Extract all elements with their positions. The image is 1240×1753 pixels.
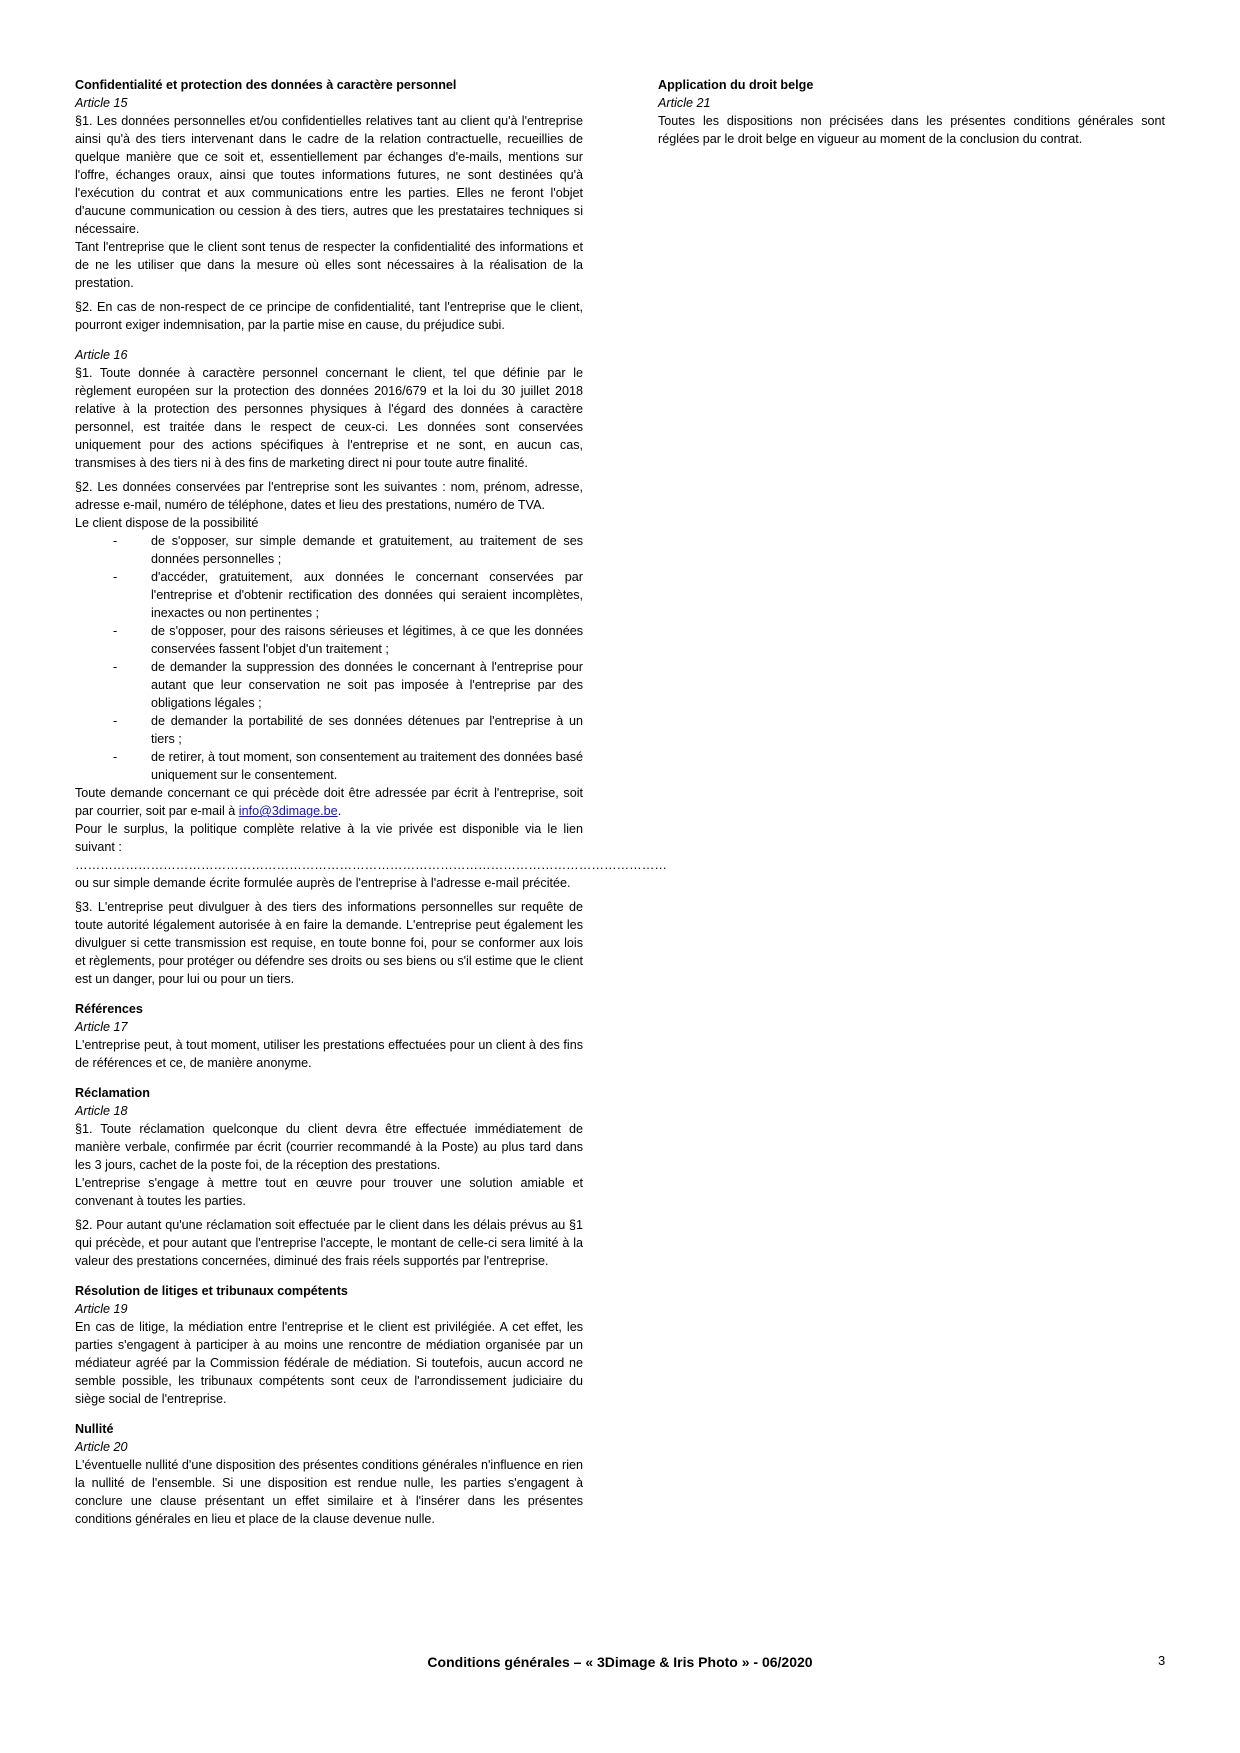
list-item (75, 622, 583, 658)
paragraph (75, 784, 583, 820)
section-heading: Références (75, 1002, 143, 1016)
section-heading: Réclamation (75, 1086, 150, 1100)
article-label: Article 21 (658, 96, 711, 110)
list-item (75, 568, 583, 622)
article-label: Article 18 (75, 1104, 128, 1118)
list-item (75, 658, 583, 712)
section-article-16 (75, 346, 667, 988)
paragraph: Le client dispose de la possibilité (75, 516, 259, 530)
article-label: Article 15 (75, 96, 128, 110)
bullet-dash: - (113, 534, 118, 548)
section-article-15 (75, 76, 583, 334)
article-label: Article 16 (75, 348, 128, 362)
paragraph: §2. En cas de non-respect de ce principe de confidentialité, tant l'entreprise que le client, pourront exiger indemnisation, par la partie mise en cause, du préjudice subi. (75, 300, 583, 332)
paragraph: §3. L'entreprise peut divulguer à des tiers des informations personnelles sur requête de toute autorité légalement autorisée à en faire la demande. L'entreprise peut également les divulguer si cette transmission est requise, en toute bonne foi, pour se conformer aux lois et règlements, pour protéger ou défendre ses droits ou ses biens ou s'il estime que le client est un danger, pour lui ou pour un tiers. (75, 900, 583, 986)
section-article-19 (75, 1282, 583, 1408)
paragraph: En cas de litige, la médiation entre l'entreprise et le client est privilégiée. A cet effet, les parties s'engagent à participer à au moins une rencontre de médiation organisée par un médiateur agréé par la Commission fédérale de médiation. Si toutefois, aucun accord ne semble possible, les tribunaux compétents sont ceux de l'arrondissement judiciaire du siège social de l'entreprise. (75, 1320, 583, 1406)
paragraph: §1. Toute réclamation quelconque du client devra être effectuée immédiatement de manière verbale, confirmée par écrit (courrier recommandé à la Poste) au plus tard dans les 3 jours, cachet de la poste foi, de la réception des prestations. (75, 1122, 583, 1172)
list-item-text: de demander la portabilité de ses données détenues par l'entreprise à un tiers ; (151, 714, 583, 746)
right-column (658, 76, 1165, 160)
paragraph-text: Toute demande concernant ce qui précède doit être adressée par écrit à l'entreprise, soit par courrier, soit par e-mail à (75, 786, 583, 818)
paragraph: L'éventuelle nullité d'une disposition des présentes conditions générales n'influence en rien la nullité de l'ensemble. Si une disposition est rendue nulle, les parties s'engagent à conclure une clause présentant un effet similaire et à l'insérer dans les présentes conditions générales en lieu et place de la clause devenue nulle. (75, 1458, 583, 1526)
page-number: 3 (1158, 1653, 1166, 1668)
list-item-text: de s'opposer, pour des raisons sérieuses et légitimes, à ce que les données conservées fassent l'objet d'un traitement ; (151, 624, 583, 656)
paragraph: Tant l'entreprise que le client sont tenus de respecter la confidentialité des informations et de ne les utiliser que dans la mesure où elles sont nécessaires à la réalisation de la prestation. (75, 240, 583, 290)
article-label: Article 20 (75, 1440, 128, 1454)
list-item-text: de s'opposer, sur simple demande et gratuitement, au traitement de ses données personnelles ; (151, 534, 583, 566)
list-item-text: d'accéder, gratuitement, aux données le concernant conservées par l'entreprise et d'obtenir rectification des données qui seraient incomplètes, inexactes ou non pertinentes ; (151, 570, 583, 620)
list-item (75, 532, 583, 568)
article-label: Article 19 (75, 1302, 128, 1316)
section-article-20 (75, 1420, 583, 1528)
paragraph: L'entreprise s'engage à mettre tout en œuvre pour trouver une solution amiable et convenant à toutes les parties. (75, 1176, 583, 1208)
section-heading: Application du droit belge (658, 78, 814, 92)
paragraph: §2. Pour autant qu'une réclamation soit effectuée par le client dans les délais prévus au §1 qui précède, et pour autant que l'entreprise l'accepte, le montant de celle-ci sera limité à la valeur des prestations concernées, diminué des frais réels supportés par l'entreprise. (75, 1218, 583, 1268)
bullet-dash: - (113, 570, 118, 584)
left-column (75, 76, 667, 1540)
section-article-21 (658, 76, 1165, 148)
paragraph: Pour le surplus, la politique complète relative à la vie privée est disponible via le lien suivant : (75, 822, 583, 854)
bullet-dash: - (113, 624, 118, 638)
bullet-dash: - (113, 714, 118, 728)
paragraph-text: . (337, 804, 342, 818)
section-heading: Nullité (75, 1422, 114, 1436)
paragraph: ou sur simple demande écrite formulée auprès de l'entreprise à l'adresse e-mail précitée. (75, 876, 571, 890)
list-item-text: de demander la suppression des données le concernant à l'entreprise pour autant que leur conservation ne soit pas imposée à l'entreprise par des obligations légales ; (151, 660, 583, 710)
rights-list (75, 532, 583, 784)
paragraph: L'entreprise peut, à tout moment, utiliser les prestations effectuées pour un client à des fins de références et ce, de manière anonyme. (75, 1038, 583, 1070)
paragraph: §1. Les données personnelles et/ou confidentielles relatives tant au client qu'à l'entreprise ainsi qu'à des tiers intervenant dans le cadre de la relation contractuelle, recueillies de quelque manière que ce soit et, essentiellement par échanges d'e-mails, mentions sur l'offre, échanges oraux, ainsi que toutes informations futures, ne sont destinées qu'à l'exécution du contrat et aux communications entre les parties. Elles ne feront l'objet d'aucune communication ou cession à des tiers, autres que les prestataires techniques si nécessaire. (75, 114, 583, 236)
list-item (75, 748, 583, 784)
list-item-text: de retirer, à tout moment, son consentement au traitement des données basé uniquement sur le consentement. (151, 750, 583, 782)
paragraph: §1. Toute donnée à caractère personnel concernant le client, tel que définie par le règlement européen sur la protection des données 2016/679 et la loi du 30 juillet 2018 relative à la protection des personnes physiques à l'égard des données à caractère personnel, est traitée dans le respect de ceux-ci. Les données sont conservées uniquement pour des actions spécifiques à l'entreprise et ne sont, en aucun cas, transmises à des tiers ni à des fins de marketing direct ni pour toute autre finalité. (75, 366, 583, 470)
article-label: Article 17 (75, 1020, 128, 1034)
section-article-17 (75, 1000, 583, 1072)
paragraph: Toutes les dispositions non précisées dans les présentes conditions générales sont réglées par le droit belge en vigueur au moment de la conclusion du contrat. (658, 114, 1165, 146)
paragraph: §2. Les données conservées par l'entreprise sont les suivantes : nom, prénom, adresse, adresse e-mail, numéro de téléphone, dates et lieu des prestations, numéro de TVA. (75, 480, 583, 512)
email-link[interactable]: info@3dimage.be (238, 804, 338, 818)
footer-title: Conditions générales – « 3Dimage & Iris Photo » - 06/2020 (427, 1654, 813, 1670)
bullet-dash: - (113, 660, 118, 674)
link-placeholder-dots: …………………………………………………………………………………………………………………………… (75, 858, 667, 872)
section-article-18 (75, 1084, 583, 1270)
section-heading: Résolution de litiges et tribunaux compétents (75, 1284, 348, 1298)
list-item (75, 712, 583, 748)
section-heading: Confidentialité et protection des données à caractère personnel (75, 78, 457, 92)
bullet-dash: - (113, 750, 118, 764)
